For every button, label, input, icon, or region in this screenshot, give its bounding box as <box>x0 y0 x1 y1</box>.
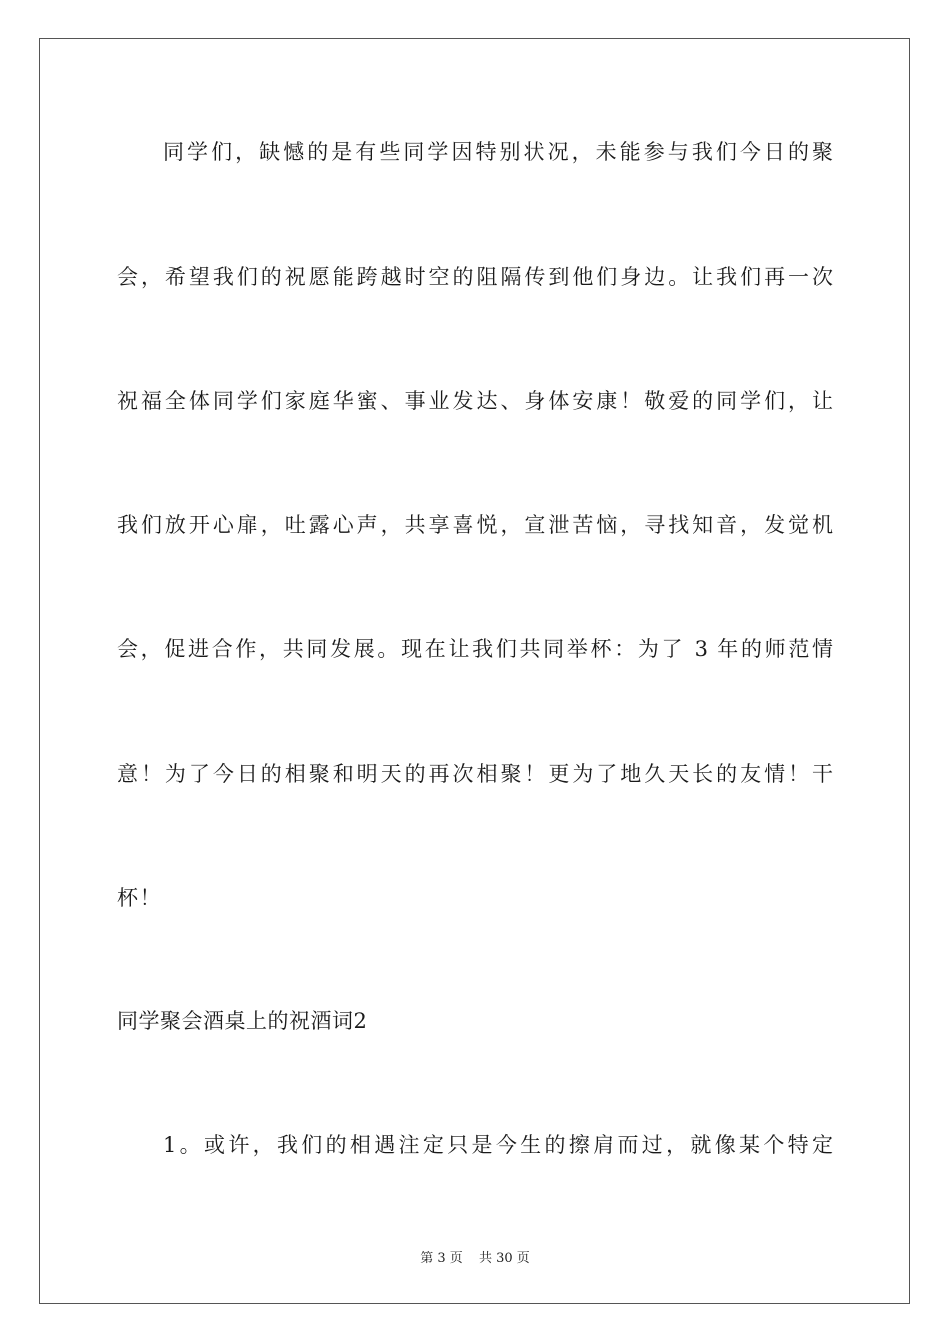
page-footer <box>0 1247 950 1266</box>
paragraph-line-2: 会，希望我们的祝愿能跨越时空的阻隔传到他们身边。让我们再一次 <box>117 265 833 289</box>
paragraph-line-1: 同学们，缺憾的是有些同学因特别状况，未能参与我们今日的聚 <box>163 140 833 164</box>
total-pages: 共 30 页 <box>478 1251 530 1266</box>
page-number: 第 3 页 <box>420 1251 463 1266</box>
paragraph-line-3: 祝福全体同学们家庭华蜜、事业发达、身体安康！敬爱的同学们，让 <box>117 389 833 413</box>
paragraph-line-6: 意！为了今日的相聚和明天的再次相聚！更为了地久天长的友情！干 <box>117 762 833 786</box>
list-item-1: 1。或许，我们的相遇注定只是今生的擦肩而过，就像某个特定 <box>163 1133 833 1157</box>
page-frame <box>39 38 910 1304</box>
paragraph-line-4: 我们放开心扉，吐露心声，共享喜悦，宣泄苦恼，寻找知音，发觉机 <box>117 513 833 537</box>
paragraph-line-5: 会，促进合作，共同发展。现在让我们共同举杯：为了 3 年的师范情 <box>117 637 833 661</box>
paragraph-line-7: 杯！ <box>117 886 163 910</box>
section-heading: 同学聚会酒桌上的祝酒词2 <box>117 1009 368 1033</box>
